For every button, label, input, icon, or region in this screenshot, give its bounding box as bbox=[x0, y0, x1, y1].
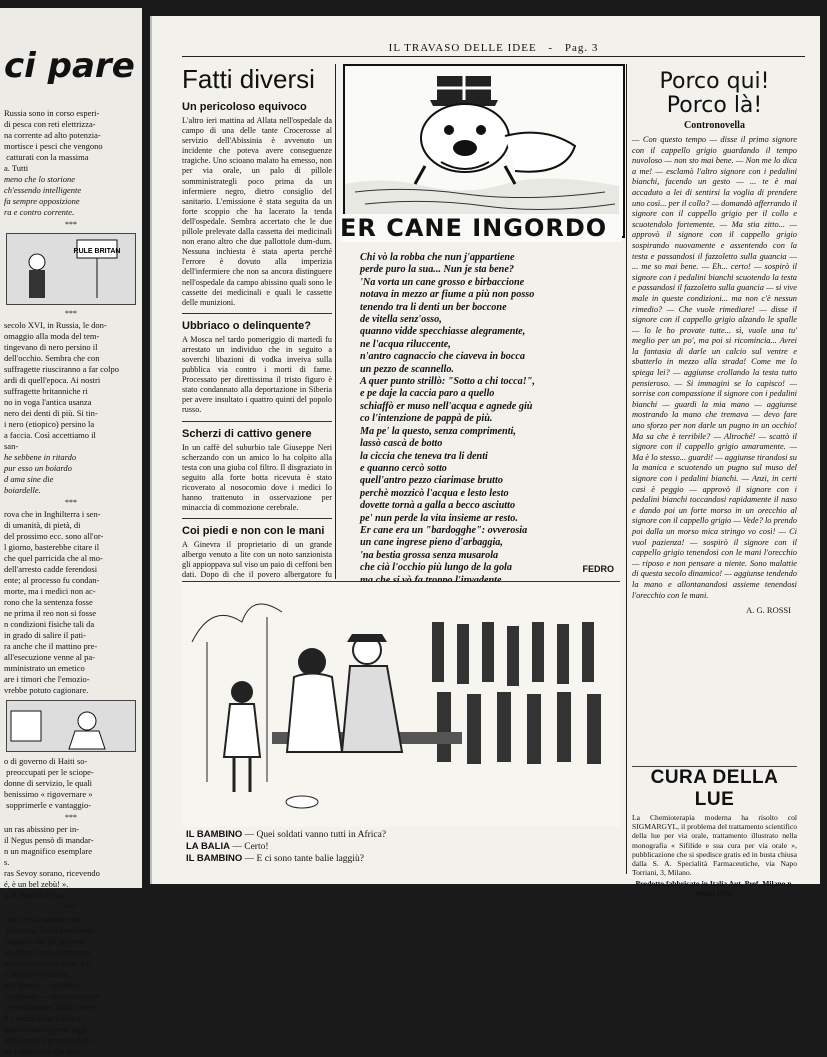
fatti-title: Fatti diversi bbox=[182, 64, 315, 94]
poem-line: tenendo tra li denti un ber boccone bbox=[360, 301, 507, 313]
poem-line: 'Na vorta un cane grosso e birbaccione bbox=[360, 276, 525, 288]
article-3-body: In un caffè del suburbio tale Giuseppe Neri scherzando con un amico lo ha colpito alla testa con una giuba col filtro. Il disgraziato in seguito alla forte botta ricevuta è stato ricoverato al nosocomio dove i medici lo hanno trattenuto in osservazione per minaccia di commozione cerebrale. bbox=[182, 442, 332, 513]
left-cartoon-nurse bbox=[6, 700, 136, 752]
left-stars-2: *** bbox=[65, 309, 77, 318]
porco-title-1: Porco qui! bbox=[659, 69, 770, 94]
left-paragraph-7: o di governo di Haiti so- preoccupati per le sciope- donne di servizio, le quali benissimo « rigovernare » sopprimerle e vantaggio- bbox=[4, 756, 94, 810]
sign-text: RULE BRITAN bbox=[73, 248, 121, 255]
left-paragraph-5: rova che in Inghilterra i sen- di umanità, di pietà, di del prossimo ecc. sono all'or- l giorno, basterebbe citare il che quel parricida che al mo- dell'arresto cadde ferendosi ente; al processo fu condan- morte, ma i medici non ac- rono che la sentenza fosse ne prima il reo non si fosse n condizioni fisiche tali da in grado di salire il pati- bbox=[4, 509, 104, 640]
poem-line: perde puro la sua... Nun je sta bene? bbox=[360, 264, 514, 276]
left-paragraph-10: che Lenin, quando era Svizzera, fosse avvicinato signora che gli propose re, dietro forte compenso, rei rivoluzionari russi. Le è intascò la somma. esti danari — gli disse spagnano — serviranno per ra rivoluzione. Tutti i mez- bbox=[4, 914, 100, 1012]
left-paragraph-11: ti i mezzi sono buoni » — igualmente ripetere oggi stipulando il prestito della ne Inghilterra alla Rus- bbox=[4, 1013, 93, 1056]
article-4-heading: Coi piedi e non con le mani bbox=[182, 525, 325, 538]
divider bbox=[182, 421, 332, 422]
running-title: IL TRAVASO DELLE IDEE bbox=[388, 42, 537, 54]
page-number: Pag. 3 bbox=[564, 42, 599, 54]
poem-line: Chi vò la robba che nun j'appartiene bbox=[360, 252, 515, 263]
poem-title: ER CANE INGORDO bbox=[340, 214, 622, 242]
left-paragraph-4: he sebbene in ritardo pur esso un boiardo d ama sine die boiardelle. bbox=[4, 452, 77, 495]
caption-line-3: IL BAMBINO — E ci sono tante balie laggiù? bbox=[186, 853, 364, 864]
poem-line: n'antro cagnaccio che ciaveva in bocca bbox=[360, 351, 525, 363]
soldiers-cartoon-icon bbox=[182, 582, 620, 827]
poem-line: A quer punto strillò: "Sotto a chi tocca!", bbox=[360, 376, 535, 388]
poem-line: perchè mozzicò l'acqua e lesto lesto bbox=[360, 487, 509, 499]
left-paragraph-9: ras Sevoy sorano, ricevendo é, è un bel zebù! ». u al diavolo il ras. bbox=[4, 868, 100, 900]
porco-column bbox=[632, 70, 797, 617]
poem-line: dovette tornà a galla a becco asciutto bbox=[360, 500, 516, 512]
sign-cartoon-icon bbox=[7, 234, 137, 304]
left-stars-4: *** bbox=[65, 813, 77, 822]
left-paragraph-3: secolo XVI, in Russia, le don- omaggio alla moda del tem- tingevano di nero persino il dell'occhio. Sembra che con suffragette riusciranno a far colpo ardi di quell'epoca. Ai nostri suffragette britanniche ri no in voga l'antica usanza nero dei denti di più. Si tin- i nero (etiopico) persino la a faccia. Così accettiamo il san- bbox=[4, 320, 120, 451]
poem-line: un pezzo de scannello. bbox=[360, 363, 454, 375]
divider bbox=[182, 313, 332, 314]
cartoon-caption bbox=[186, 829, 386, 865]
poem-author: FEDRO bbox=[582, 564, 614, 574]
article-2-heading: Ubbriaco o delinquente? bbox=[182, 319, 311, 332]
left-headline: ci pare bbox=[4, 46, 135, 86]
left-cartoon-sign bbox=[6, 233, 136, 305]
porco-subtitle: Contronovella bbox=[684, 120, 745, 131]
poem-block bbox=[340, 64, 622, 584]
column-rule bbox=[626, 64, 627, 874]
poem-line: 'na bestia grossa senza musarola bbox=[360, 549, 499, 561]
article-2-body: A Mosca nel tardo pomeriggio di martedì fu arrestato un individuo che in seguito a soverchi libazioni di vodka inveiva sulla pubblica via contro i morti di fame. Processato per direttissima il tristo figuro è stato condannato alla deportazione in Siberia per avere insultato i quattro quinti del popolo russo. bbox=[182, 334, 332, 415]
poem-line: quanno vidde specchiasse alegramente, bbox=[360, 326, 526, 338]
poem-line: co l'intenzione de pappà de più. bbox=[360, 413, 493, 425]
article-1-heading: Un pericoloso equivoco bbox=[182, 101, 307, 113]
left-paragraph-1: Russia sono in corso esperi- di pesca con reti elettrizza- na corrente ad alto potenzia- mortisce i pesci che vengono catturati con la massima a. Tutti bbox=[4, 108, 103, 173]
poem-line: un cane ingrese pieno d'arbaggia, bbox=[360, 537, 503, 549]
porco-body: — Con questo tempo — disse il primo signore con il cappello grigio guardando il tempo nuvoloso — non sto mai bene. — Non me lo dica a me! — esclamò l'altro signore con i pedalini bianchi, facendo un gesto — ... te è mai accaduto a lei di sentirsi la voglia di prendere uno così... per il collo? — domandò afferrando il signore con il cappello grigio per il collo e scuotendolo fortemente. — Ma stia zitto... — approvò il signore con il cappello grigio sospirando nuovamente e assentendo con la testa e passandosi il fazzoletto sulla guancia — ... me so mai bene. — Eh... certo! — sospirò il signore con i pedalini bianchi scuotendo la testa e passandosi il fazzoletto sulla guancia — si vive male in queste condizioni... ma non c'è nessun rimedio? — Che vuole rimediare! — disse il signore con il cappello grigio alzando le spalle — lo le ho provate tutte... sì, vuole una tu' meglio per un po', ma poi si ricomincia... Avrei la fantasia di darle un calcio sul ventre e sbatterlo in mezzo alla strada! Come me lo spiega lei? — aggiunse crollando la testa tutto pensieroso. — Si immagini se lo capisco! — sorrise con compassione il signore con i pedalini bianchi — guardi la mia mano — aggiunse mostrando la mano che tremava — devo fare uno sforzo per non darle un pugno in un occhio! Ma sa che è terribile? — Altroché! — scattò il signore con il cappello grigio amaramente. — Ma è lo stesso... guardi! — aggiunse tirandosi su la manica e scuotendo un pugno sul muso del signore con i pedalini bianchi. — Anzi, in certi casi è peggio — approvò il signore con i pedalini bianchi toccandosi rapidamente il naso e dando poi un forte morso in un orecchio al signore con il cappello grigio — Vede? lo prendo poi dalla un morso mica stringo vo così! — Ci vuol pazienza! — sospirò il signore con il cappello grigio tenendosi con le mani l'orecchio — riposo e non pensare a niente. Sono malattie di questa secolo dinamico! — aggiunse tendendo la mano e allontanandosi assieme tenendosi l'orecchio con le mani. bbox=[632, 135, 797, 600]
article-3-heading: Scherzi di cattivo genere bbox=[182, 427, 312, 440]
previous-page bbox=[0, 8, 142, 1056]
porco-title-2: Porco là! bbox=[666, 93, 763, 118]
poem-line: ne l'acqua riluccente, bbox=[360, 338, 451, 350]
left-paragraph-8: un ras abissino per in- il Negus pensò di mandar- n un magnifico esemplare s. bbox=[4, 824, 94, 867]
poem-line: pe' nun perde la vita insieme ar resto. bbox=[360, 512, 518, 524]
left-paragraph-2: meno che lo storione ch'essendo intelligente fa sempre opposizione ra e contro corrente. bbox=[4, 174, 82, 217]
fatti-diversi-column bbox=[182, 64, 332, 621]
poem-line: schiaffò er muso nell'acqua e agnede giù bbox=[360, 400, 533, 412]
cura-footer: Prodotto fabbricato in Italia Aut. Pref. Milano n. 90683 1935. bbox=[635, 879, 794, 898]
left-paragraph-6: ra anche che il mattino pre- all'esecuzione venne al pa- mministrato un emetico are i timori che l'emozio- vrebbe potuto cagionare. bbox=[4, 641, 98, 695]
maid-cartoon-icon bbox=[7, 701, 137, 751]
caption-line-2: LA BALIA — Certo! bbox=[186, 841, 269, 852]
running-header: IL TRAVASO DELLE IDEE - Pag. 3 bbox=[182, 42, 805, 57]
poem-line: che cià l'occhio più lungo de la gola bbox=[360, 562, 512, 574]
left-stars-3: *** bbox=[65, 498, 77, 507]
column-rule bbox=[335, 64, 336, 579]
poem-line: lassò cascà de botto bbox=[360, 438, 443, 450]
poem-line: e pe daje la caccia paro a quello bbox=[360, 388, 495, 400]
caption-line-1: IL BAMBINO — Quei soldati vanno tutti in Africa? bbox=[186, 829, 387, 840]
poem-line: Ma pe' la questo, senza comprimenti, bbox=[360, 425, 516, 437]
poem-line: e quanno cercò sotto bbox=[360, 462, 447, 474]
cura-title: CURA DELLA LUE bbox=[650, 767, 779, 810]
left-stars-5: *** bbox=[65, 903, 77, 912]
article-4-body: A Ginevra il proprietario di un grande albergo venuto a lite con un noto sanzionista gli appioppava sul viso un paio di ceffoni ben dati. Dopo di che il povero albergatore fu bbox=[182, 540, 332, 580]
poem-line: quell'antro pezzo ciarimase brutto bbox=[360, 475, 503, 487]
newspaper-page bbox=[150, 16, 820, 898]
poem-line: la ciccia che teneva tra li denti bbox=[360, 450, 488, 462]
soldiers-illustration bbox=[182, 581, 620, 827]
poem-line: Er cane era un "bardogghe": ovverosia bbox=[360, 524, 528, 536]
divider bbox=[182, 518, 332, 519]
poem-line: notava in mezzo ar fiume a più non posso bbox=[360, 289, 535, 301]
bulldog-icon bbox=[345, 66, 619, 216]
poem-line: de vitella senz'osso, bbox=[360, 314, 442, 326]
porco-signature: A. G. ROSSI bbox=[746, 605, 791, 616]
article-1-body: L'altro ieri mattina ad Allata nell'ospedale da campo di una delle tante Crocerosse al servizio dell'Abissinia è avvenuto un incidente che poteva avere conseguenze tragiche. Uno scioano malato ha emesso, non per via orale, un palo di pillole somministrategli poco prima da un infermiere negro, dietro consiglio del sanitario. L'emissione è stata seguita da un forte scoppio che ha lacerato la tenda dell'ospedale. Sembra accertato che le due pillole prelevate dalla cassetta dei medicinali non erano altro che due pallottole dum-dum. Nessuna inchiesta è stata aperta perché l'errore è dovuto alla imperizia dell'infermiere che non sa ancora distinguere nell'ospedale da campo abissino quali sono le cassette dei medicinali e quali le cassette delle munizioni. bbox=[182, 116, 332, 307]
cura-advert bbox=[632, 766, 797, 900]
poem-text bbox=[360, 252, 610, 599]
cura-text: La Chemioterapia moderna ha risolto col SIGMARGYL, il problema del trattamento scientifico della lue per via orale, trattamento illustrato nella monografia « Sifilide e sua cura per via orale », pubblicazione che si spedisce gratis ed in busta chiusa dalla S. A. Specialità Farmaceutiche, via Napo Torriani, 3, Milano. bbox=[632, 813, 797, 878]
bulldog-illustration bbox=[343, 64, 625, 238]
left-stars: *** bbox=[65, 220, 77, 229]
